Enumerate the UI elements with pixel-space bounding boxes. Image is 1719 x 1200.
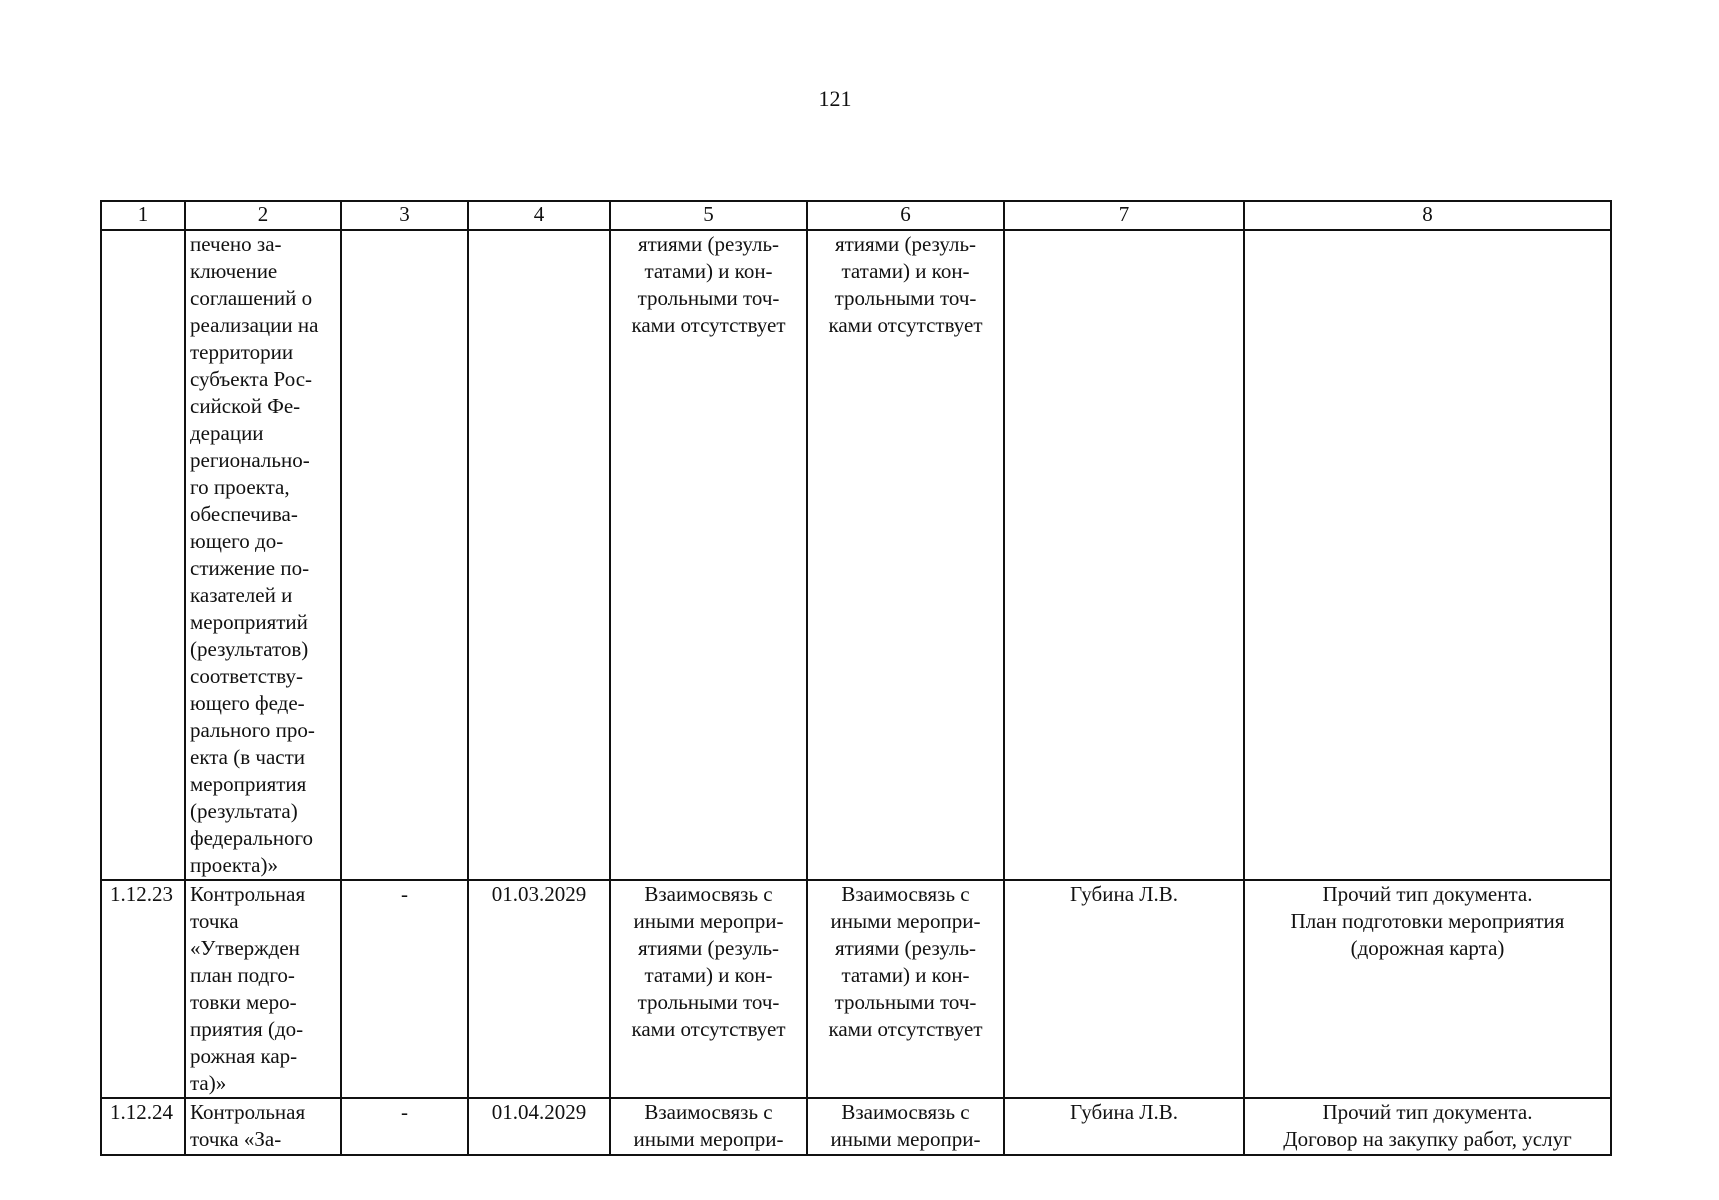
row-col7: Губина Л.В. — [1004, 880, 1244, 1098]
page-number: 121 — [818, 86, 852, 111]
row-number — [101, 230, 185, 880]
row-col4: 01.04.2029 — [468, 1098, 610, 1155]
table-header-row — [101, 201, 1611, 230]
header-cell-3: 3 — [341, 201, 468, 230]
table-row — [101, 880, 1611, 1098]
row-col7 — [1004, 230, 1244, 880]
row-col8 — [1244, 230, 1611, 880]
row-col4: 01.03.2029 — [468, 880, 610, 1098]
header-cell-6: 6 — [807, 201, 1004, 230]
row-name: Контрольная точка «Утвержден план подго- товки меро- приятия (до- рожная кар- та)» — [185, 880, 341, 1098]
table-row — [101, 230, 1611, 880]
row-col5: Взаимосвязь с иными меропри- ятиями (резуль- татами) и кон- трольными точ- ками отсутствует — [610, 880, 807, 1098]
header-cell-2: 2 — [185, 201, 341, 230]
row-col8: Прочий тип документа. План подготовки мероприятия (дорожная карта) — [1244, 880, 1611, 1098]
header-cell-4: 4 — [468, 201, 610, 230]
row-col6: ятиями (резуль- татами) и кон- трольными точ- ками отсутствует — [807, 230, 1004, 880]
row-name: Контрольная точка «За- — [185, 1098, 341, 1155]
document-table — [100, 200, 1612, 1156]
row-col8: Прочий тип документа. Договор на закупку работ, услуг — [1244, 1098, 1611, 1155]
header-cell-1: 1 — [101, 201, 185, 230]
row-col6: Взаимосвязь с иными меропри- — [807, 1098, 1004, 1155]
row-col6: Взаимосвязь с иными меропри- ятиями (резуль- татами) и кон- трольными точ- ками отсутствует — [807, 880, 1004, 1098]
row-col3 — [341, 230, 468, 880]
header-cell-7: 7 — [1004, 201, 1244, 230]
header-cell-8: 8 — [1244, 201, 1611, 230]
row-col7: Губина Л.В. — [1004, 1098, 1244, 1155]
row-col5: ятиями (резуль- татами) и кон- трольными точ- ками отсутствует — [610, 230, 807, 880]
row-col3: - — [341, 880, 468, 1098]
header-cell-5: 5 — [610, 201, 807, 230]
row-col5: Взаимосвязь с иными меропри- — [610, 1098, 807, 1155]
table-row — [101, 1098, 1611, 1155]
row-name: печено за- ключение соглашений о реализации на территории субъекта Рос- сийской Фе- дерации регионально- го проекта, обеспечива- ющего до- стижение по- казателей и мероприятий (результатов) соответству- ющего феде- рального про- екта (в части мероприятия (результата) федерального проекта)» — [185, 230, 341, 880]
row-col4 — [468, 230, 610, 880]
row-col3: - — [341, 1098, 468, 1155]
row-number: 1.12.23 — [101, 880, 185, 1098]
row-number: 1.12.24 — [101, 1098, 185, 1155]
